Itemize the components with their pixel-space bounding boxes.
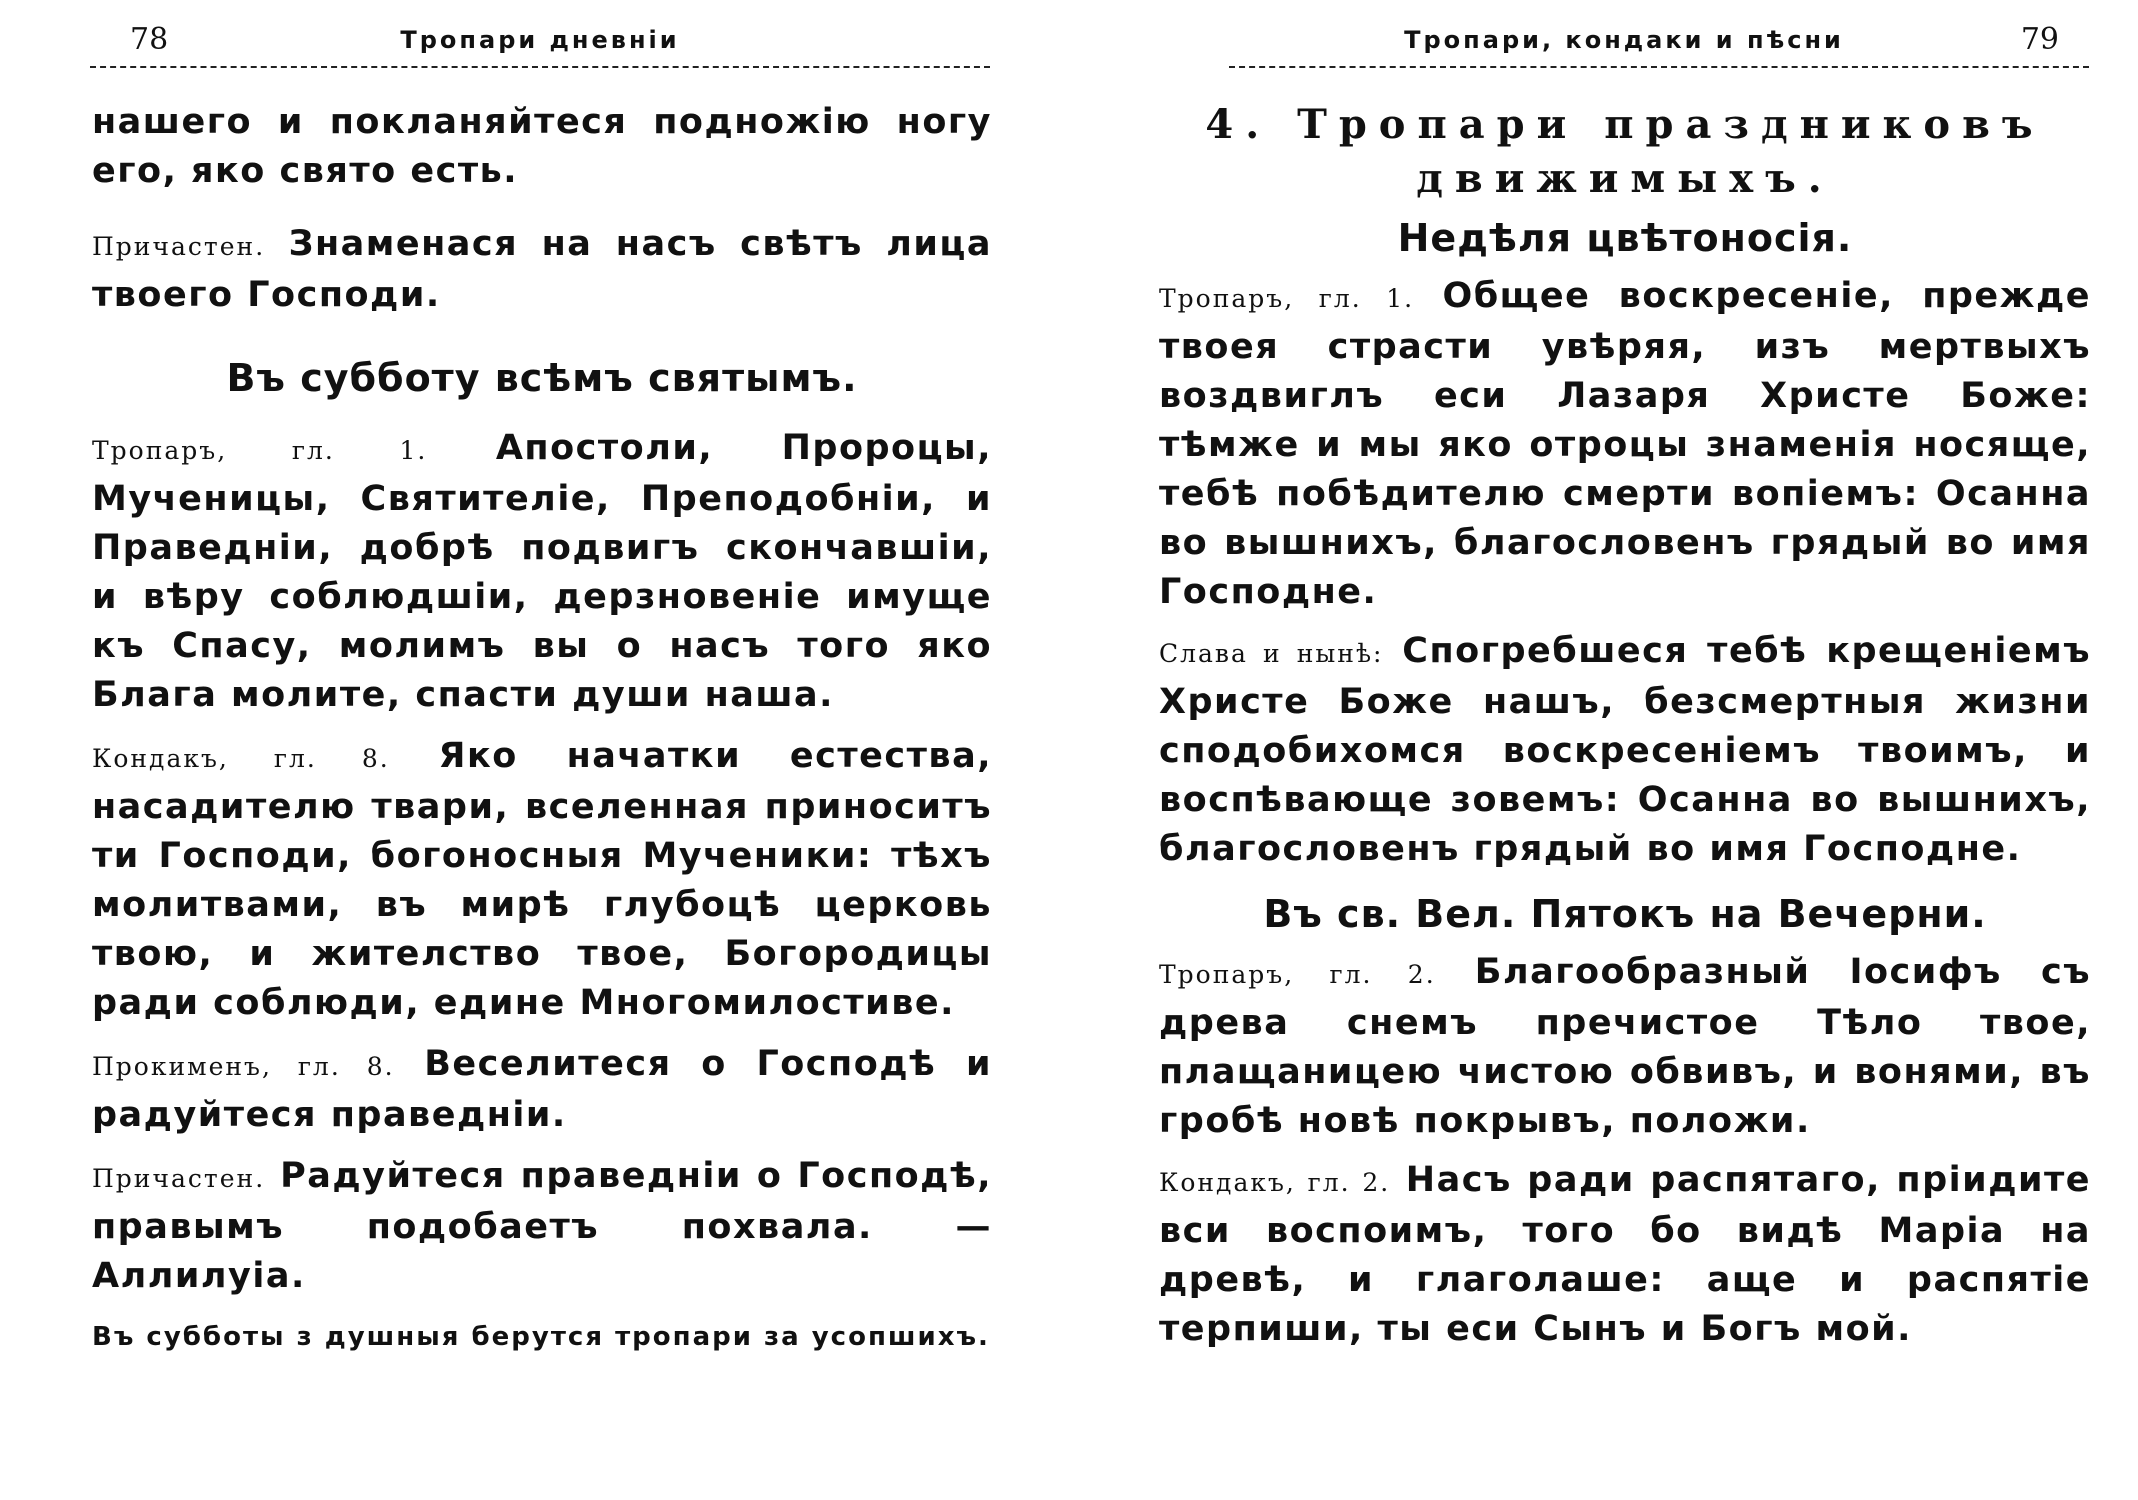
slava-text: Спогребшеся тебѣ крещенiемъ Христе Боже нашъ, безсмертныя жизни сподобихомся воскресенiемъ твоимъ, и воспѣвающе зовемъ: Осанна во вышнихъ, благословенъ грядый во имя Господне. [1159,631,2092,869]
section-heading: Въ субботу всѣмъ святымъ. [226,356,858,400]
page-number: 79 [2020,22,2059,57]
left-page-header [90,18,990,66]
slava-label: Слава и нынѣ: [1159,639,1384,668]
troparion-text: Общее воскресенiе, прежде твоея страсти увѣряя, изъ мертвыхъ воздвиглъ еси Лазаря Христе Боже: тѣмже и мы яко отроцы знаменiя носяще, тебѣ побѣдителю смерти вопiемъ: Осанна во вышнихъ, благословенъ грядый во имя Господне. [1159,276,2092,612]
header-rule [90,66,990,68]
prichastenie-text: Радуйтеся праведнiи о Господѣ, правымъ подобаетъ похвала. — Аллилуiа. [92,1156,992,1296]
right-page-body [1159,100,2091,1354]
section-title-line1: 4. Тропари праздниковъ [1205,101,2045,148]
running-title: Тропари дневнiи [400,26,680,54]
troparion-paragraph-2 [1159,948,2091,1146]
troparion-text: Апостоли, Пророцы, Мученицы, Святителiе, Преподобнiи, и Праведнiи, добрѣ подвигъ скончавшiи, и вѣру соблюдшiи, дерзновенiе имуще къ Спасу, молимъ вы о насъ того яко Блага молите, спасти души наша. [92,428,992,715]
feast-heading: Недѣля цвѣтоносiя. [1397,216,1853,260]
page-number: 78 [130,22,169,57]
kondak-paragraph [1159,1156,2091,1354]
footnote: Въ субботы з душныя берутся тропари за усопшихъ. [92,1322,990,1352]
troparion-label: Тропаръ, гл. 1. [1159,284,1415,313]
feast-heading-2: Въ св. Вел. Пятокъ на Вечерни. [1263,892,1987,936]
prichastenie-text: Знаменася на насъ свѣтъ лица твоего Господи. [92,224,992,315]
troparion-paragraph [1159,272,2091,617]
kondak-paragraph [92,732,992,1028]
prokimen-paragraph [92,1040,992,1140]
prokimen-label: Прокименъ, гл. 8. [92,1052,395,1081]
opening-paragraph: нашего и покланяйтеся подножiю ногу его, яко свято есть. [92,102,992,191]
kondak-text: Яко начатки естества, насадителю твари, вселенная приноситъ ти Господи, богоносныя Мученики: тѣхъ молитвами, въ мирѣ глубоцѣ церковь твою, и жителство твое, Богородицы ради соблюди, едине Многомилостиве. [92,736,992,1023]
prichastenie-paragraph-2 [92,1152,992,1301]
kondak-label: Кондакъ, гл. 2. [1159,1168,1391,1197]
right-page-header [1159,18,2089,66]
left-page-body [92,98,992,1355]
prichastenie-label: Причастен. [92,1164,266,1193]
slava-paragraph [1159,627,2091,874]
prokimen-text: Веселитеся о Господѣ и радуйтеся праведнiи. [92,1044,992,1135]
section-title-line2: движимыхъ. [1416,155,1834,202]
troparion-label: Тропаръ, гл. 1. [92,436,428,465]
troparion-paragraph [92,424,992,720]
right-page [1069,0,2138,1500]
running-title: Тропари, кондаки и пѣсни [1404,26,1844,54]
troparion-text: Благообразный Iосифъ съ древа снемъ пречистое Тѣло твое, плащаницею чистою обвивъ, и вонями, въ гробѣ новѣ покрывъ, положи. [1159,952,2092,1141]
header-rule [1229,66,2089,68]
prichastenie-paragraph [92,220,992,320]
prichastenie-label: Причастен. [92,232,266,261]
kondak-text: Насъ ради распятаго, прiидите вси воспоимъ, того бо видѣ Марiа на древѣ, и глаголаше: аще и распятiе терпиши, ты еси Сынъ и Богъ мой. [1159,1160,2092,1349]
kondak-label: Кондакъ, гл. 8. [92,744,390,773]
troparion-label: Тропаръ, гл. 2. [1159,960,1436,989]
